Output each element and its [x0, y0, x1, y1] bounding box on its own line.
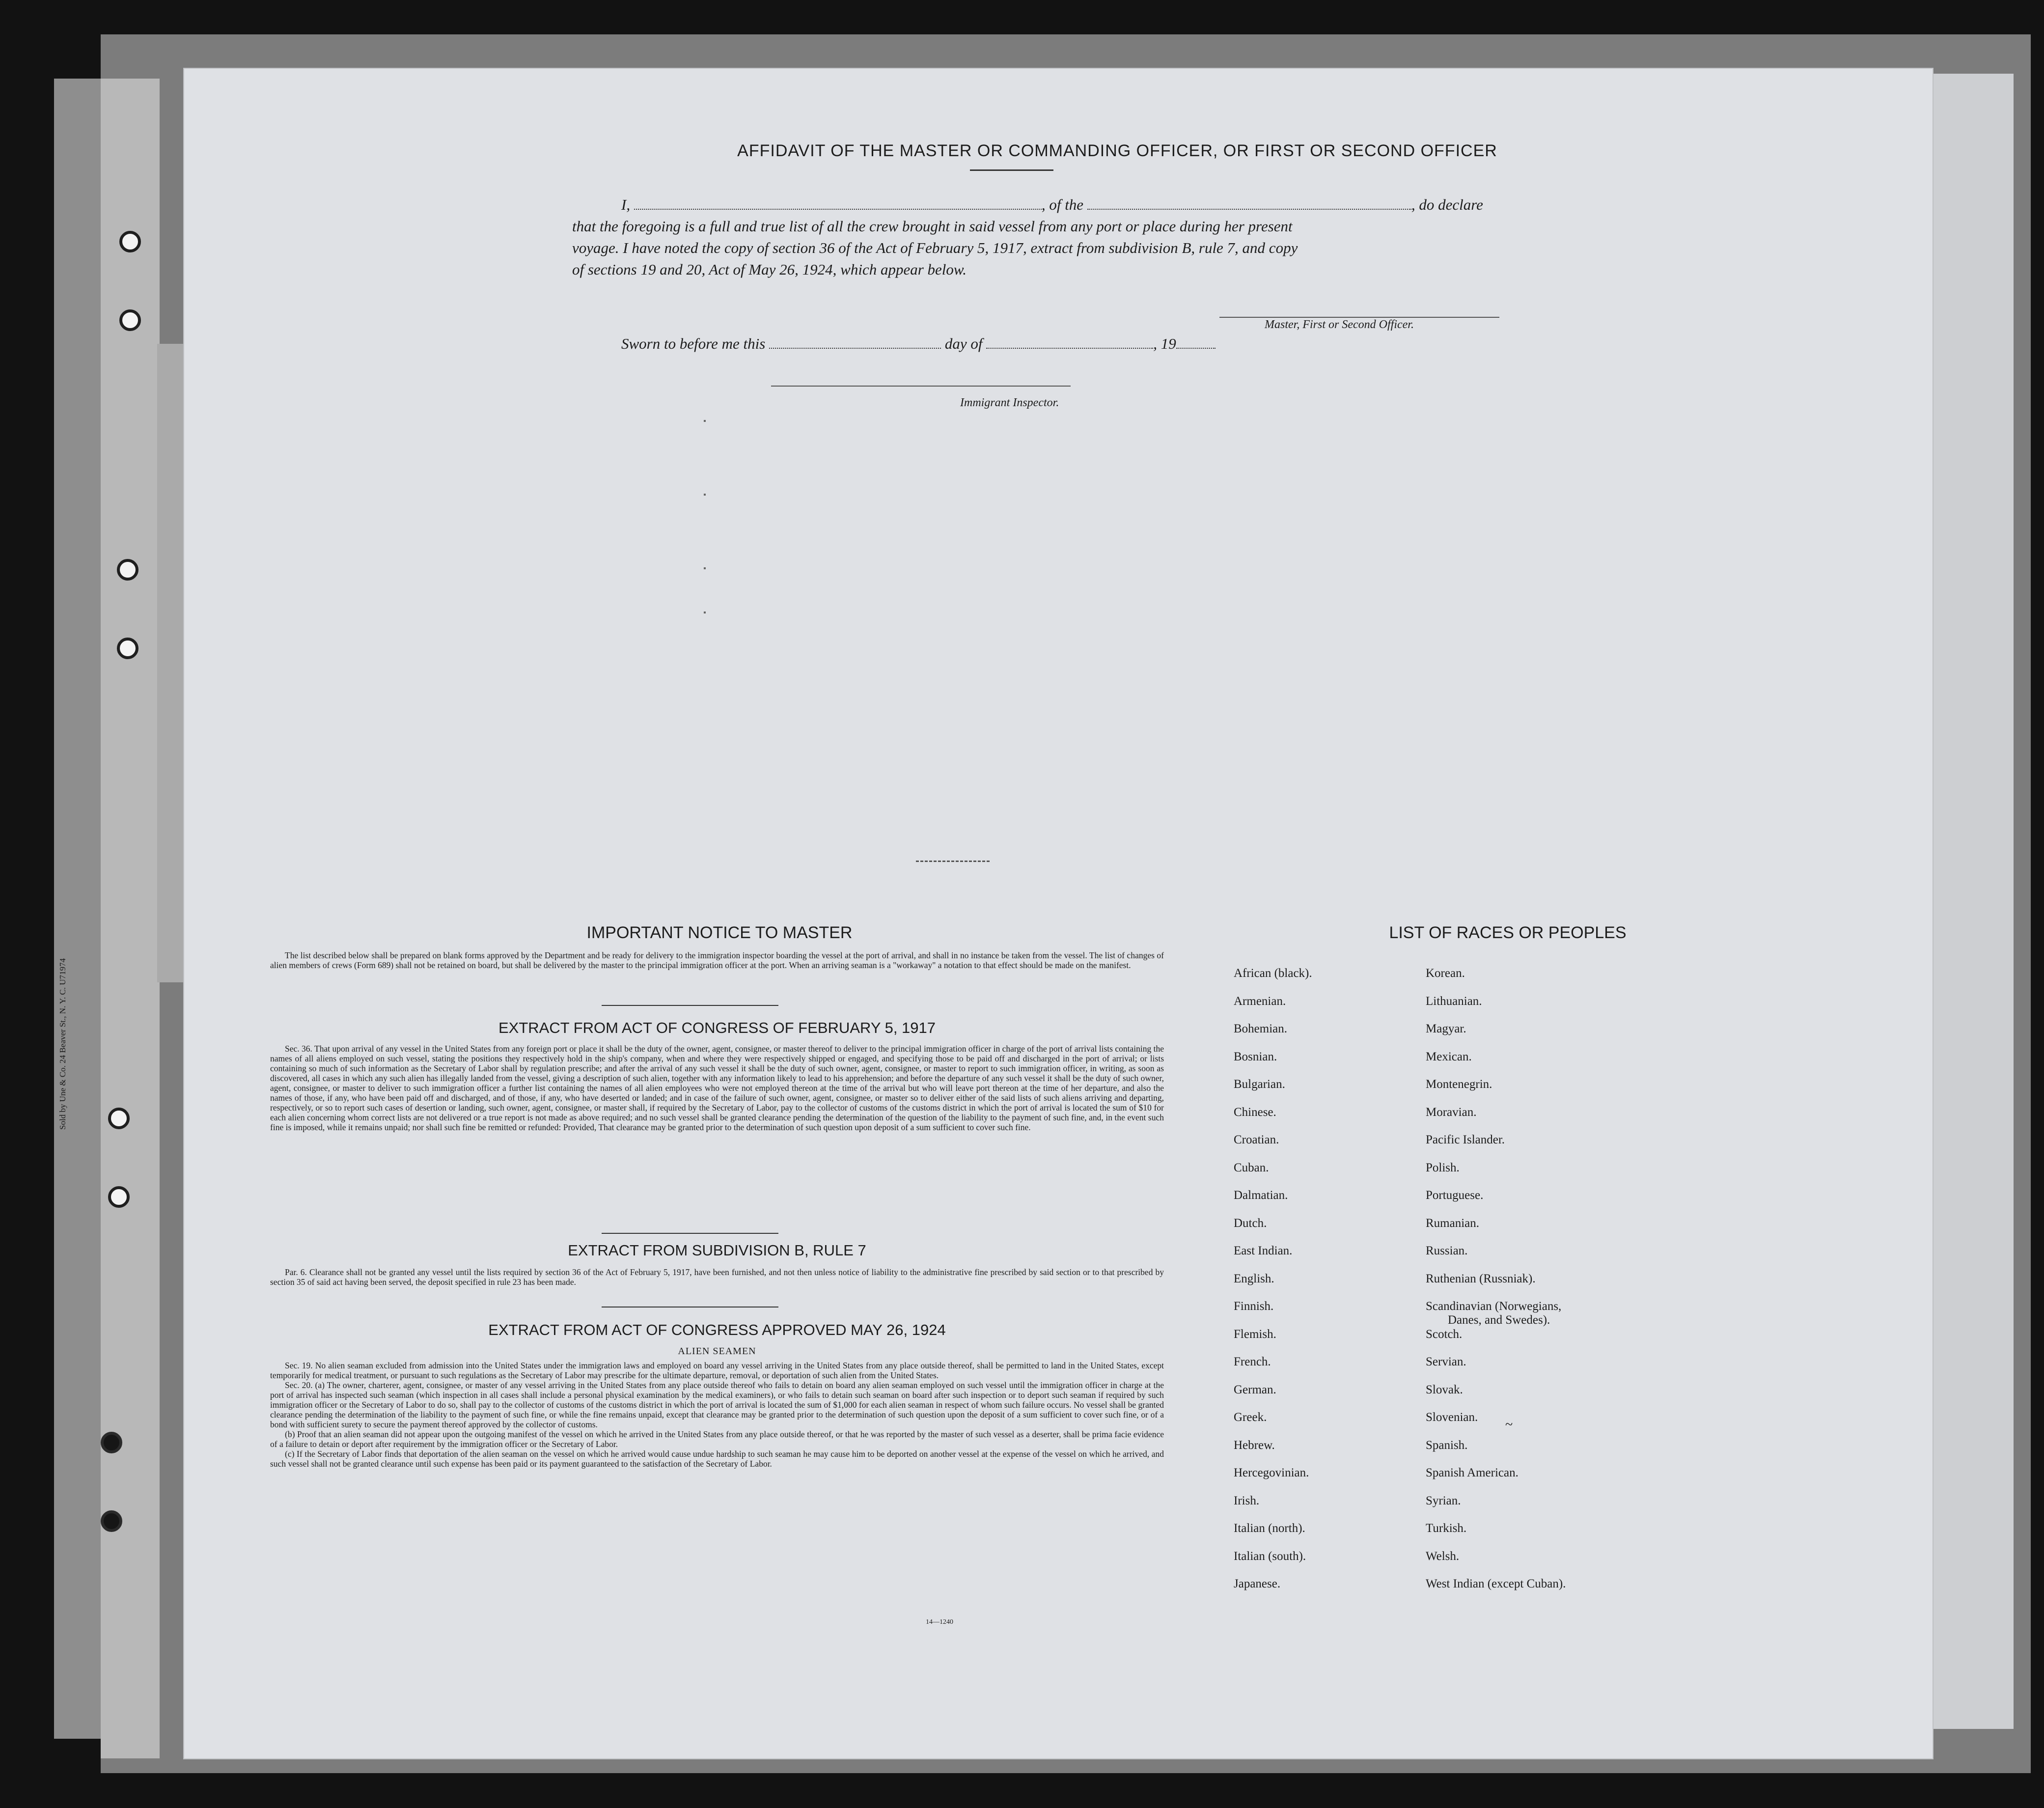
race-item: Welsh. — [1426, 1549, 1460, 1563]
affidavit-page — [184, 69, 1933, 1758]
race-item: Turkish. — [1426, 1522, 1467, 1535]
extract-1917-text — [270, 1044, 1164, 1132]
inspector-label: Immigrant Inspector. — [960, 396, 1059, 409]
extract-rule7-title: EXTRACT FROM SUBDIVISION B, RULE 7 — [568, 1242, 866, 1259]
race-item: Portuguese. — [1426, 1189, 1484, 1202]
race-item: Spanish American. — [1426, 1466, 1519, 1479]
race-item: Scandinavian (Norwegians, Danes, and Swedes). — [1426, 1300, 1566, 1328]
printer-imprint: Sold by Une & Co. 24 Beaver St., N. Y. C. U71974 — [58, 958, 67, 1130]
race-item: Korean. — [1426, 967, 1465, 980]
race-item: Japanese. — [1234, 1577, 1281, 1590]
race-item: Lithuanian. — [1426, 994, 1482, 1008]
race-item: French. — [1234, 1355, 1271, 1368]
race-item: Croatian. — [1234, 1133, 1279, 1146]
race-item: Hebrew. — [1234, 1438, 1275, 1452]
declaration-i: I, — [621, 196, 631, 213]
races-title: LIST OF RACES OR PEOPLES — [1389, 923, 1627, 942]
race-item: Magyar. — [1426, 1022, 1466, 1035]
stray-pen-mark — [916, 861, 990, 864]
race-item: Hercegovinian. — [1234, 1466, 1309, 1479]
race-item: Spanish. — [1426, 1438, 1468, 1452]
race-item: English. — [1234, 1272, 1274, 1285]
race-item: Dutch. — [1234, 1216, 1267, 1230]
declaration-line-3: voyage. I have noted the copy of section 36 of the Act of February 5, 1917, extract from subdivision B, rule 7, and copy — [572, 239, 1298, 256]
race-item: Slovenian. — [1426, 1411, 1478, 1424]
extract-1917-title: EXTRACT FROM ACT OF CONGRESS OF FEBRUARY 5, 1917 — [498, 1019, 936, 1036]
affidavit-declaration — [572, 194, 1530, 280]
race-item: Greek. — [1234, 1411, 1267, 1424]
race-item: African (black). — [1234, 967, 1312, 980]
race-item: Italian (north). — [1234, 1522, 1305, 1535]
race-item-continuation: Danes, and Swedes). — [1448, 1313, 1550, 1327]
race-item: Mexican. — [1426, 1050, 1472, 1063]
race-item: Dalmatian. — [1234, 1189, 1288, 1202]
race-item: Cuban. — [1234, 1161, 1269, 1174]
notice-paragraph: The list described below shall be prepared on blank forms approved by the Department and be ready for delivery to the immigration inspector boarding the vessel at the port of arrival, and shall in no instance be taken from the vessel. The list of changes of alien members of crews (Form 689) shall not be retained on board, but shall be delivered by the master to the principal immigration officer at the port. When an arriving seaman is a "workaway" a notation to that effect should be made on the manifest. — [270, 950, 1164, 970]
section-divider — [602, 1233, 778, 1234]
sec-19-paragraph: Sec. 19. No alien seaman excluded from admission into the United States under the immigration laws and employed on board any vessel arriving in the United States from any place outside thereof, shall be permitted to land in the United States, except temporarily for medical treatment, or pursuant to such regulations as the Secretary of Labor may prescribe for the ultimate departure, removal, or deportation of such alien from the United States. — [270, 1361, 1164, 1380]
race-item: Bosnian. — [1234, 1050, 1277, 1063]
declaration-line-4: of sections 19 and 20, Act of May 26, 1924, which appear below. — [572, 261, 967, 278]
binder-hole-icon — [101, 1510, 122, 1532]
binder-hole-icon — [117, 638, 138, 659]
race-item: Polish. — [1426, 1161, 1460, 1174]
rule7-paragraph: Par. 6. Clearance shall not be granted any vessel until the lists required by section 36 of the Act of February 5, 1917, have been furnished, and not then unless notice of liability to the administrative fine prescribed by said section or to that prescribed by section 35 of said act having been served, the deposit specified in rule 23 has been made. — [270, 1267, 1164, 1287]
declaration-line-2: that the foregoing is a full and true list of all the crew brought in said vessel from any port or place during her present — [572, 218, 1293, 235]
binder-hole-icon — [101, 1432, 122, 1453]
binder-hole-icon — [119, 231, 141, 252]
race-item: Italian (south). — [1234, 1549, 1306, 1563]
alien-seamen-subtitle: ALIEN SEAMEN — [678, 1346, 756, 1357]
extract-1924-text — [270, 1361, 1164, 1469]
notice-text — [270, 950, 1164, 970]
speck — [704, 420, 706, 422]
form-number: 14—1240 — [926, 1618, 953, 1626]
race-item: Bulgarian. — [1234, 1078, 1285, 1091]
sworn-line — [621, 335, 1215, 353]
extract-rule7-text — [270, 1267, 1164, 1287]
race-item: Russian. — [1426, 1244, 1468, 1257]
race-item: Syrian. — [1426, 1494, 1461, 1507]
extract-1924-title: EXTRACT FROM ACT OF CONGRESS APPROVED MAY 26, 1924 — [488, 1321, 946, 1338]
race-item: Ruthenian (Russniak). — [1426, 1272, 1536, 1285]
race-item: Slovak. — [1426, 1383, 1463, 1396]
section-divider — [602, 1005, 778, 1006]
races-column-1 — [1234, 967, 1312, 1605]
race-item: Rumanian. — [1426, 1216, 1480, 1230]
race-item: Servian. — [1426, 1355, 1466, 1368]
speck — [704, 567, 706, 569]
sec-20a-paragraph: Sec. 20. (a) The owner, charterer, agent, consignee, or master of any vessel arriving in the United States from any place outside thereof who fails to detain on board any alien seaman employed on such vessel until the immigration officer in charge at the port of arrival has inspected such seaman (which inspection in all cases shall include a personal physical examination by the medical examiners), or who fails to detain such seaman on board after such inspection or to deport such seaman if required by such immigration officer or the Secretary of Labor to do so, shall pay to the collector of customs of the customs district in which the port of arrival is located the sum of $1,000 for each alien seaman in respect of whom such failure occurs. No vessel shall be granted clearance pending the determination of the liability to the payment of such fine, or while the fine remains unpaid, except that clearance may be granted prior to the determination of such question upon the deposit of a sum sufficient to cover such fine, or of a bond with sufficient surety to secure the payment thereof approved by the collector of customs. — [270, 1380, 1164, 1429]
underlying-sheet-right — [1925, 74, 2014, 1729]
sworn-year-prefix: , 19 — [1153, 335, 1176, 352]
race-item: Finnish. — [1234, 1300, 1274, 1313]
declaration-of-the: , of the — [1041, 196, 1084, 213]
master-signature-field[interactable] — [1219, 317, 1499, 318]
binder-hole-icon — [108, 1186, 130, 1208]
master-signature-label: Master, First or Second Officer. — [1265, 318, 1414, 331]
section-36-paragraph: Sec. 36. That upon arrival of any vessel in the United States from any foreign port or place it shall be the duty of the owner, agent, consignee, or master thereof to deliver to the principal immigration officer in charge of the port of arrival lists containing the names of all aliens employed on such vessel, stating the positions they respectively hold in the ship's company, when and where they were respectively shipped or engaged, and specifying those to be paid off and discharged in the port of arrival; or lists containing so much of such information as the Secretary of Labor shall by regulation prescribe; and after the arrival of any such vessel it shall be the duty of such owner, agent, consignee, or master to report to such immigration officer, in writing, as soon as discovered, all cases in which any such alien has illegally landed from the vessel, giving a description of such alien, together with any information likely to lead to his apprehension; and before the departure of any such vessel it shall be the duty of such owner, agent, consignee, or master to deliver to such immigration officer a further list containing the names of all alien employees who were not employed thereon at the time of the arrival but who will leave port thereon at the time of her departure, and also the names of those, if any, who have been paid off and discharged, and of those, if any, who have deserted or landed; and in case of the failure of such owner, agent, consignee, or master so to deliver either of the said lists of such aliens arriving and departing, respectively, or so to report such cases of desertion or landing, such owner, agent, consignee, or master shall, if required by the Secretary of Labor, pay to the collector of customs of the customs district in which the port of arrival is located the sum of $10 for each alien concerning whom correct lists are not delivered or a true report is not made as above required; and no such vessel shall be granted clearance pending the determination of the question of the liability to the payment of such fine, and, in the event such fine is imposed, while it remains unpaid; nor shall such fine be remitted or refunded: Provided, That clearance may be granted prior to the determination of such question upon deposit of a sum sufficient to cover such fine. — [270, 1044, 1164, 1132]
race-item: Bohemian. — [1234, 1022, 1288, 1035]
race-item: Flemish. — [1234, 1327, 1276, 1341]
race-item: Chinese. — [1234, 1105, 1276, 1119]
sworn-text: Sworn to before me this — [621, 335, 766, 352]
declaration-do-declare: , do declare — [1411, 196, 1483, 213]
binder-hole-icon — [117, 559, 138, 581]
handwritten-mark: ~ — [1505, 1417, 1513, 1432]
race-item: West Indian (except Cuban). — [1426, 1577, 1566, 1590]
race-item: Montenegrin. — [1426, 1078, 1492, 1091]
affidavit-title: AFFIDAVIT OF THE MASTER OR COMMANDING OFFICER, OR FIRST OR SECOND OFFICER — [737, 141, 1497, 160]
speck — [704, 612, 706, 613]
race-item: Scotch. — [1426, 1327, 1463, 1341]
sworn-year-field[interactable] — [1176, 338, 1215, 349]
races-column-2 — [1426, 967, 1566, 1605]
speck — [704, 494, 706, 496]
race-item: Armenian. — [1234, 994, 1286, 1008]
vessel-name-field[interactable] — [1087, 199, 1411, 210]
officer-name-field[interactable] — [634, 199, 1042, 210]
sec-20b-paragraph: (b) Proof that an alien seaman did not appear upon the outgoing manifest of the vessel on which he arrived in the United States from any place outside thereof, or that he was reported by the master of such vessel as a deserter, shall be prima facie evidence of a failure to detain or deport after requirement by the immigration officer or the Secretary of Labor. — [270, 1429, 1164, 1449]
sec-20c-paragraph: (c) If the Secretary of Labor finds that deportation of the alien seaman on the vessel on which he arrived would cause undue hardship to such seaman he may cause him to be deported on another vessel at the expense of the vessel on which he arrived, and such vessel shall not be granted clearance until such expense has been paid or its payment guaranteed to the satisfaction of the Secretary of Labor. — [270, 1449, 1164, 1469]
race-item: Moravian. — [1426, 1105, 1477, 1119]
binder-hole-icon — [108, 1108, 130, 1129]
sworn-day-of: day of — [944, 335, 983, 352]
race-item: Irish. — [1234, 1494, 1260, 1507]
inspector-signature-field[interactable] — [771, 386, 1071, 387]
race-item: German. — [1234, 1383, 1276, 1396]
binder-hole-icon — [119, 309, 141, 331]
race-item: Pacific Islander. — [1426, 1133, 1505, 1146]
title-rule — [970, 169, 1053, 171]
sworn-day-field[interactable] — [769, 338, 941, 349]
sworn-month-field[interactable] — [986, 338, 1153, 349]
race-item: East Indian. — [1234, 1244, 1293, 1257]
notice-title: IMPORTANT NOTICE TO MASTER — [586, 923, 853, 942]
